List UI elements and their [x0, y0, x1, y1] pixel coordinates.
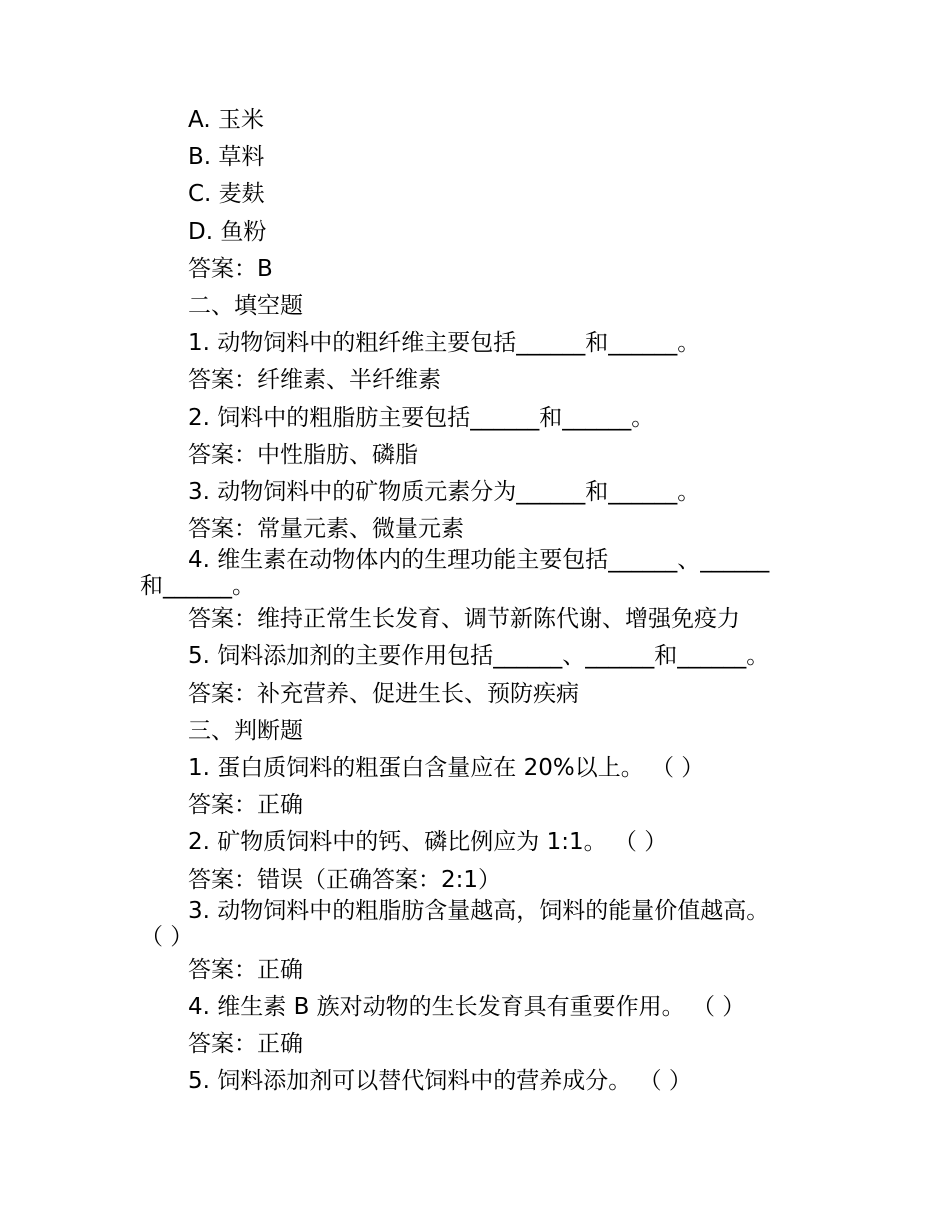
judge-section-heading: 三、判断题 — [188, 717, 303, 744]
fill-question-2: 2. 饲料中的粗脂肪主要包括______和______。 — [188, 404, 655, 431]
fill-answer-2: 答案：中性脂肪、磷脂 — [188, 441, 418, 468]
choice-option-a: A. 玉米 — [188, 107, 264, 133]
fill-question-4-line-1: 4. 维生素在动物体内的生理功能主要包括______、______ — [188, 547, 770, 574]
fill-question-3: 3. 动物饲料中的矿物质元素分为______和______。 — [188, 478, 701, 505]
choice-option-b: B. 草料 — [188, 144, 265, 171]
judge-answer-4: 答案：正确 — [188, 1031, 303, 1058]
judge-question-4: 4. 维生素 B 族对动物的生长发育具有重要作用。 （ ） — [188, 993, 746, 1020]
fill-question-5: 5. 饲料添加剂的主要作用包括______、______和______。 — [188, 643, 770, 670]
document-body — [0, 102, 950, 1101]
fill-answer-5: 答案：补充营养、促进生长、预防疾病 — [188, 680, 579, 707]
judge-answer-3: 答案：正确 — [188, 956, 303, 983]
judge-question-3 — [0, 899, 950, 952]
fill-question-1: 1. 动物饲料中的粗纤维主要包括______和______。 — [188, 330, 701, 357]
judge-question-1: 1. 蛋白质饲料的粗蛋白含量应在 20%以上。 （ ） — [188, 755, 705, 781]
choice-option-d: D. 鱼粉 — [188, 218, 267, 245]
judge-question-5: 5. 饲料添加剂可以替代饲料中的营养成分。 （ ） — [188, 1068, 692, 1095]
judge-question-3-line-1: 3. 动物饲料中的粗脂肪含量越高，饲料的能量价值越高。 — [188, 897, 770, 924]
judge-question-3-line-2: （ ） — [140, 923, 194, 950]
fill-question-4-line-2: 和______。 — [140, 573, 255, 600]
fill-answer-4: 答案：维持正常生长发育、调节新陈代谢、增强免疫力 — [188, 606, 740, 633]
fill-answer-1: 答案：纤维素、半纤维素 — [188, 367, 441, 394]
choice-answer: 答案：B — [188, 255, 273, 282]
judge-question-2: 2. 矿物质饲料中的钙、磷比例应为 1:1。 （ ） — [188, 829, 668, 856]
judge-answer-1: 答案：正确 — [188, 792, 303, 819]
fill-section-heading: 二、填空题 — [188, 292, 303, 319]
judge-answer-2: 答案：错误（正确答案：2:1） — [188, 866, 502, 893]
fill-question-4 — [0, 548, 950, 601]
fill-answer-3: 答案：常量元素、微量元素 — [188, 516, 464, 543]
choice-option-c: C. 麦麸 — [188, 181, 265, 208]
